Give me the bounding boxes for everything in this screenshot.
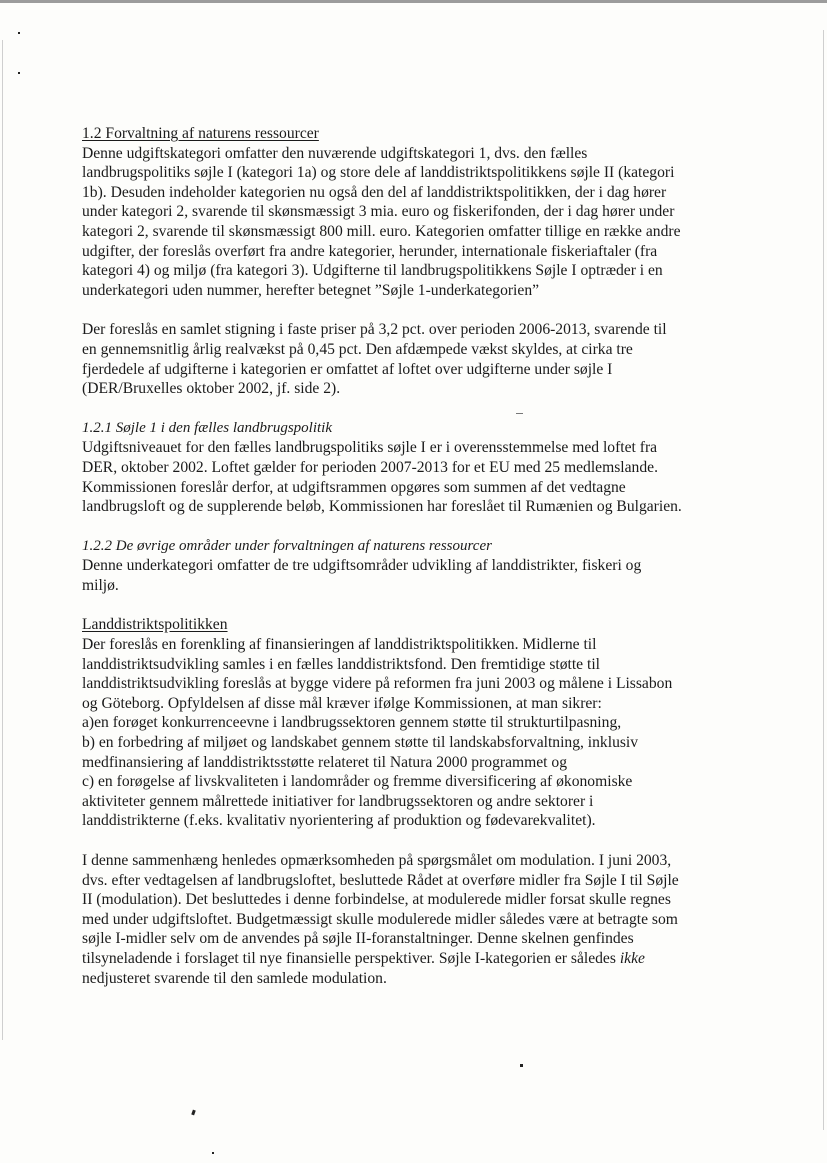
scan-speck: [520, 1064, 523, 1067]
pillar-one-paragraph: [82, 438, 752, 516]
text-line: kategori 2, svarende til skønsmæssigt 800 mill. euro. Kategorien omfatter tillige en række andre: [82, 222, 681, 240]
text-line: aktiviteter gennem målrettede initiativer for landbrugssektoren og andre sektorer i: [82, 792, 594, 810]
rural-policy-paragraph: [82, 635, 752, 831]
section-heading: 1.2 Forvaltning af naturens ressourcer: [82, 125, 319, 142]
text-line: Kommissionen foreslår derfor, at udgiftsrammen opgøres som summen af det vedtagne: [82, 478, 626, 496]
subsection-heading-1-2-2: [82, 537, 752, 557]
text-line: med under udgiftsloftet. Budgetmæssigt skulle modulerede midler således være at betragte som: [82, 910, 678, 928]
text-line: nedjusteret svarende til den samlede modulation.: [82, 969, 387, 987]
scan-speck: [212, 1152, 214, 1154]
subsection-number: 1.2.1: [82, 419, 112, 436]
rural-policy-heading: Landdistriktspolitikken: [82, 616, 228, 634]
modulation-paragraph: [82, 851, 752, 988]
text-line: under kategori 2, svarende til skønsmæssigt 3 mia. euro og fiskerifonden, der i dag hører under: [82, 203, 675, 221]
text-line: landdistrikterne (f.eks. kvalitativ nyorientering af produktion og fødevarekvalitet).: [82, 812, 596, 830]
subsection-number: 1.2.2: [82, 537, 112, 554]
text-segment: tilsyneladende i forslaget til nye finansielle perspektiver. Søjle I-kategorien er således: [82, 949, 620, 967]
section-intro-paragraph: [82, 144, 752, 301]
document-page: [82, 124, 752, 988]
text-line: miljø.: [82, 576, 119, 594]
emphasized-word: ikke: [619, 949, 645, 967]
scan-speck: [18, 32, 20, 34]
text-line: Denne underkategori omfatter de tre udgiftsområder udvikling af landdistrikter, fiskeri og: [82, 557, 642, 575]
subsection-title: Søjle 1 i den fælles landbrugspolitik: [115, 419, 332, 436]
text-line: søjle I-midler selv om de anvendes på søjle II-foranstaltninger. Denne skelnen genfindes: [82, 930, 634, 948]
text-line: landdistriktsudvikling samles i en fælles landdistriktsfond. Den fremtidige støtte til: [82, 655, 600, 673]
scan-left-edge: [2, 40, 3, 1040]
text-line: [82, 949, 752, 969]
text-line: underkategori uden nummer, herefter betegnet ”Søjle 1-underkategorien”: [82, 281, 540, 299]
scan-top-edge: [0, 0, 827, 3]
text-line: DER, oktober 2002. Loftet gælder for perioden 2007-2013 for et EU med 25 medlemslande.: [82, 458, 658, 476]
growth-paragraph: [82, 320, 752, 398]
text-line: en gennemsnitlig årlig realvækst på 0,45 pct. Den afdæmpede vækst skyldes, at cirka tre: [82, 340, 633, 358]
text-line: I denne sammenhæng henledes opmærksomheden på spørgsmålet om modulation. I juni 2003,: [82, 852, 672, 869]
text-line: og Göteborg. Opfyldelsen af disse mål kræver ifølge Kommissionen, at man sikrer:: [82, 694, 602, 712]
text-line: kategori 4) og miljø (fra kategori 3). Udgifterne til landbrugspolitikkens Søjle I optræder i en: [82, 262, 663, 280]
subsection-heading-1-2-1: [82, 419, 752, 439]
text-line: landdistriktsudvikling foreslås at bygge videre på reformen fra juni 2003 og målene i Lissabon: [82, 675, 673, 693]
text-line: medfinansiering af landdistriktsstøtte relateret til Natura 2000 programmet og: [82, 753, 567, 771]
text-line: landbrugspolitiks søjle I (kategori 1a) og store dele af landdistriktspolitikkens søjle II (kategori: [82, 164, 675, 182]
text-line: (DER/Bruxelles oktober 2002, jf. side 2).: [82, 380, 341, 398]
text-line: a)en forøget konkurrenceevne i landbrugssektoren gennem støtte til strukturtilpasning,: [82, 714, 622, 732]
scan-right-edge: [823, 30, 824, 1130]
text-line: Der foreslås en samlet stigning i faste priser på 3,2 pct. over perioden 2006-2013, svarende til: [82, 321, 667, 339]
text-line: landbrugsloft og de supplerende beløb, Kommissionen har foreslået til Rumænien og Bulgarien.: [82, 498, 682, 516]
other-areas-paragraph: [82, 556, 752, 595]
text-line: 1b). Desuden indeholder kategorien nu også den del af landdistriktspolitikken, der i dag hører: [82, 183, 667, 201]
text-line: II (modulation). Det besluttedes i denne forbindelse, at modulerede midler forsat skulle regnes: [82, 891, 671, 909]
scan-speck: [191, 1110, 196, 1116]
text-line: b) en forbedring af miljøet og landskabet gennem støtte til landskabsforvaltning, inklusiv: [82, 734, 639, 752]
text-line: Denne udgiftskategori omfatter den nuværende udgiftskategori 1, dvs. den fælles: [82, 144, 588, 162]
scan-speck: [18, 72, 20, 74]
text-line: dvs. efter vedtagelsen af landbrugsloftet, besluttede Rådet at overføre midler fra Søjle I til Søjle: [82, 871, 679, 889]
text-line: Der foreslås en forenkling af finansieringen af landdistriktspolitikken. Midlerne til: [82, 636, 597, 654]
text-line: udgifter, der foreslås overført fra andre kategorier, herunder, internationale fiskeriaftaler (fra: [82, 242, 658, 260]
text-line: fjerdedele af udgifterne i kategorien er omfattet af loftet over udgifterne under søjle I: [82, 360, 613, 378]
text-line: c) en forøgelse af livskvaliteten i landområder og fremme diversificering af økonomiske: [82, 773, 633, 791]
subsection-title: De øvrige områder under forvaltningen af naturens ressourcer: [115, 537, 492, 554]
text-line: Udgiftsniveauet for den fælles landbrugspolitiks søjle I er i overensstemmelse med loftet fra: [82, 439, 658, 457]
